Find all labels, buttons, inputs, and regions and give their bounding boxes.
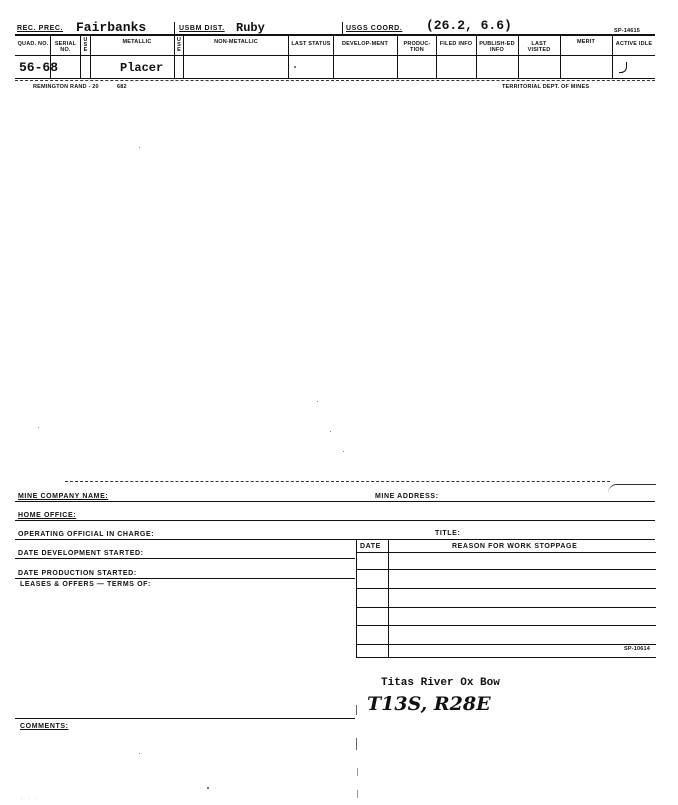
record-quad-serial: 56-68 <box>19 60 59 75</box>
home-office-label: HOME OFFICE: <box>18 512 77 519</box>
record-metallic: Placer <box>120 61 164 75</box>
col-last-status: LAST STATUS <box>291 41 331 47</box>
usgs-coord-label: USGS COORD. <box>346 25 403 32</box>
rec-prec-label: REC. PREC. <box>17 25 64 32</box>
col-non-metallic: NON-METALLIC <box>214 39 258 45</box>
usgs-coord-value: (26.2, 6.6) <box>426 18 512 33</box>
printer-label: REMINGTON RAND - 20 <box>33 84 99 90</box>
col-last-visited: LAST VISITED <box>527 41 551 53</box>
typed-location: Titas River Ox Bow <box>381 677 500 689</box>
printer-code: 682 <box>117 84 127 90</box>
title-label: TITLE: <box>435 530 461 537</box>
col-serial-no: SERIAL NO. <box>54 41 77 53</box>
date-col-header: DATE <box>360 543 381 550</box>
col-development: DEVELOP-MENT <box>341 41 389 47</box>
form-number-top: SP-14615 <box>614 28 641 34</box>
rec-prec-value: Fairbanks <box>76 20 147 35</box>
col-filed-info: FILED INFO <box>439 41 473 47</box>
date-development-started-label: DATE DEVELOPMENT STARTED: <box>18 550 144 557</box>
reason-col-header: REASON FOR WORK STOPPAGE <box>452 543 578 550</box>
mine-company-name-label: MINE COMPANY NAME: <box>18 493 109 500</box>
col-production: PRODUC-TION <box>403 41 431 53</box>
handwritten-location: T13S, R28E <box>367 693 491 715</box>
date-production-started-label: DATE PRODUCTION STARTED: <box>18 570 137 577</box>
mine-address-label: MINE ADDRESS: <box>375 493 439 500</box>
leases-offers-label: LEASES & OFFERS — TERMS OF: <box>20 581 151 588</box>
col-merit: MERIT <box>576 39 596 45</box>
col-active-idle: ACTIVE IDLE <box>615 41 653 47</box>
comments-label: COMMENTS: <box>20 723 69 730</box>
form-number-bottom: SP-10614 <box>624 646 651 652</box>
col-quad-no: QUAD. NO. <box>17 41 49 47</box>
check-mark <box>619 62 627 73</box>
operating-official-label: OPERATING OFFICIAL IN CHARGE: <box>18 531 155 538</box>
usbm-dist-label: USBM DIST. <box>179 25 225 32</box>
usbm-dist-value: Ruby <box>236 21 265 35</box>
department-label: TERRITORIAL DEPT. OF MINES <box>502 84 590 90</box>
col-use-2: U S E <box>176 37 182 53</box>
col-metallic: METALLIC <box>122 39 152 45</box>
col-use-1: U S E <box>83 37 88 53</box>
col-published-info: PUBLISH-ED INFO <box>479 41 515 53</box>
